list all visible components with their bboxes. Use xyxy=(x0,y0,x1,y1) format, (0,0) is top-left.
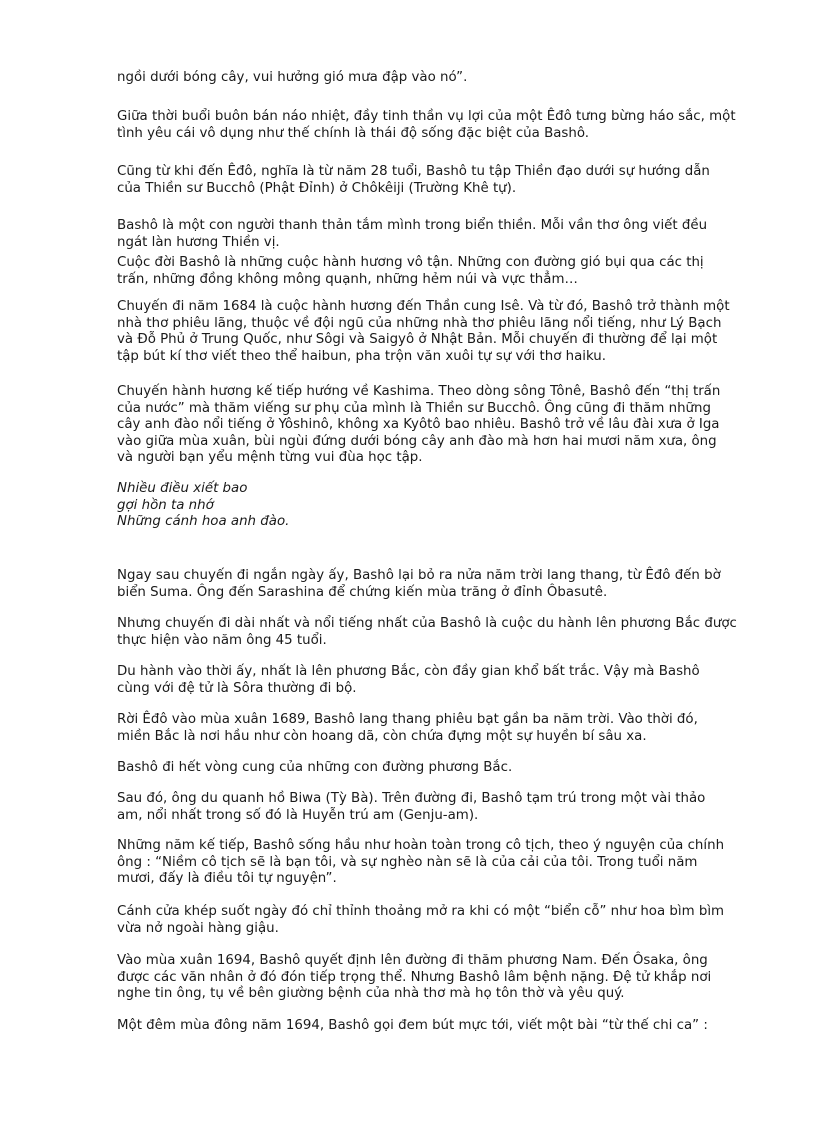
text-line: được các văn nhân ở đó đón tiếp trọng thể. Nhưng Bashô lâm bệnh nặng. Đệ tử khắp nơi xyxy=(117,969,712,985)
text-line: của nước” mà thăm viếng sư phụ của mình là Thiền sư Bucchô. Ông cũng đi thăm những xyxy=(117,400,711,416)
text-line: am, nổi nhất trong số đó là Huyễn trú am (Genju-am). xyxy=(117,807,479,823)
text-line: Một đêm mùa đông năm 1694, Bashô gọi đem bút mực tới, viết một bài “từ thế chi ca” : xyxy=(117,1018,708,1033)
paragraph xyxy=(117,109,767,142)
poem-line: gợi hồn ta nhớ xyxy=(117,497,214,513)
text-line: Rời Êđô vào mùa xuân 1689, Bashô lang thang phiêu bạt gần ba năm trời. Vào thời đó, xyxy=(117,712,698,727)
paragraph xyxy=(117,568,767,601)
text-line: của Thiền sư Bucchô (Phật Đỉnh) ở Chôkêiji (Trường Khê tự). xyxy=(117,180,517,196)
text-line: Chuyến hành hương kế tiếp hướng về Kashima. Theo dòng sông Tônê, Bashô đến “thị trấn xyxy=(117,384,721,399)
text-line: cây anh đào nổi tiếng ở Yôshinô, không xa Kyôtô bao nhiêu. Bashô trở về lâu đài xưa ở Iga xyxy=(117,417,720,433)
text-line: ông : “Niềm cô tịch sẽ là bạn tôi, và sự nghèo nàn sẽ là của cải của tôi. Trong tuổi năm xyxy=(117,854,698,870)
text-line: Nhưng chuyến đi dài nhất và nổi tiếng nhất của Bashô là cuộc du hành lên phương Bắc được xyxy=(117,616,737,631)
text-line: tình yêu cái vô dụng như thế chính là thái độ sống đặc biệt của Bashô. xyxy=(117,125,590,141)
paragraph xyxy=(117,70,767,87)
text-line: Giữa thời buổi buôn bán náo nhiệt, đầy tinh thần vụ lợi của một Êđô tưng bừng háo sắc, một xyxy=(117,109,736,124)
text-line: Chuyến đi năm 1684 là cuộc hành hương đến Thần cung Isê. Và từ đó, Bashô trở thành một xyxy=(117,299,730,314)
poem xyxy=(117,481,767,531)
text-line: mươi, đấy là điều tôi tự nguyện”. xyxy=(117,871,337,887)
text-line: cùng với đệ tử là Sôra thường đi bộ. xyxy=(117,680,357,696)
text-line: Bashô là một con người thanh thản tắm mình trong biển thiền. Mỗi vần thơ ông viết đều xyxy=(117,218,708,233)
poem-line: Nhiều điều xiết bao xyxy=(117,481,248,496)
text-line: Sau đó, ông du quanh hồ Biwa (Tỳ Bà). Trên đường đi, Bashô tạm trú trong một vài thảo xyxy=(117,791,706,806)
text-line: Những năm kế tiếp, Bashô sống hầu như hoàn toàn trong cô tịch, theo ý nguyện của chính xyxy=(117,838,725,853)
text-line: Cũng từ khi đến Êđô, nghĩa là từ năm 28 tuổi, Bashô tu tập Thiền đạo dưới sự hướng dẫn xyxy=(117,164,710,179)
text-line: nhà thơ phiêu lãng, thuộc về đội ngũ của những nhà thơ phiêu lãng nổi tiếng, như Lý Bạch xyxy=(117,315,722,331)
paragraph xyxy=(117,712,767,745)
paragraph xyxy=(117,791,767,824)
text-line: vừa nở ngoài hàng giậu. xyxy=(117,920,279,936)
text-line: ngát làn hương Thiền vị. xyxy=(117,234,280,250)
paragraph xyxy=(117,953,767,1003)
paragraph xyxy=(117,255,767,288)
text-line: và người bạn yểu mệnh từng vui đùa học tập. xyxy=(117,450,423,466)
paragraph xyxy=(117,218,767,251)
paragraph xyxy=(117,904,767,937)
text-line: trấn, những đồng không mông quạnh, những hẻm núi và vực thẳm… xyxy=(117,271,578,287)
text-line: Vào mùa xuân 1694, Bashô quyết định lên đường đi thăm phương Nam. Đến Ôsaka, ông xyxy=(117,953,708,968)
text-line: ngồi dưới bóng cây, vui hưởng gió mưa đập vào nó”. xyxy=(117,70,468,85)
text-line: vào giữa mùa xuân, bùi ngùi đứng dưới bóng cây anh đào mà hơn hai mươi năm xưa, ông xyxy=(117,433,717,449)
paragraph xyxy=(117,1018,767,1035)
paragraph xyxy=(117,664,767,697)
text-line: Du hành vào thời ấy, nhất là lên phương Bắc, còn đầy gian khổ bất trắc. Vậy mà Bashô xyxy=(117,664,700,679)
text-line: Bashô đi hết vòng cung của những con đường phương Bắc. xyxy=(117,760,513,775)
text-line: và Đỗ Phủ ở Trung Quốc, như Sôgi và Saigyô ở Nhật Bản. Mỗi chuyến đi thường để lại một xyxy=(117,332,718,348)
paragraph xyxy=(117,299,767,365)
paragraph xyxy=(117,616,767,649)
text-line: Ngay sau chuyến đi ngắn ngày ấy, Bashô lại bỏ ra nửa năm trời lang thang, từ Êđô đến bờ xyxy=(117,568,721,583)
poem-line: Những cánh hoa anh đào. xyxy=(117,514,290,530)
text-line: Cuộc đời Bashô là những cuộc hành hương vô tận. Những con đường gió bụi qua các thị xyxy=(117,255,704,270)
text-line: tập bút kí thơ viết theo thể haibun, pha trộn văn xuôi tự sự với thơ haiku. xyxy=(117,348,607,364)
text-line: biển Suma. Ông đến Sarashina để chứng kiến mùa trăng ở đỉnh Ôbasutê. xyxy=(117,584,608,600)
paragraph xyxy=(117,760,767,777)
paragraph xyxy=(117,838,767,888)
text-line: thực hiện vào năm ông 45 tuổi. xyxy=(117,632,327,648)
text-line: nghe tin ông, tụ về bên giường bệnh của nhà thơ mà họ tôn thờ và yêu quý. xyxy=(117,986,625,1002)
paragraph xyxy=(117,164,767,197)
paragraph xyxy=(117,384,767,467)
text-line: Cánh cửa khép suốt ngày đó chỉ thỉnh thoảng mở ra khi có một “biển cỗ” như hoa bìm bìm xyxy=(117,904,725,919)
text-line: miền Bắc là nơi hầu như còn hoang dã, còn chứa đựng một sự huyền bí sâu xa. xyxy=(117,728,647,744)
